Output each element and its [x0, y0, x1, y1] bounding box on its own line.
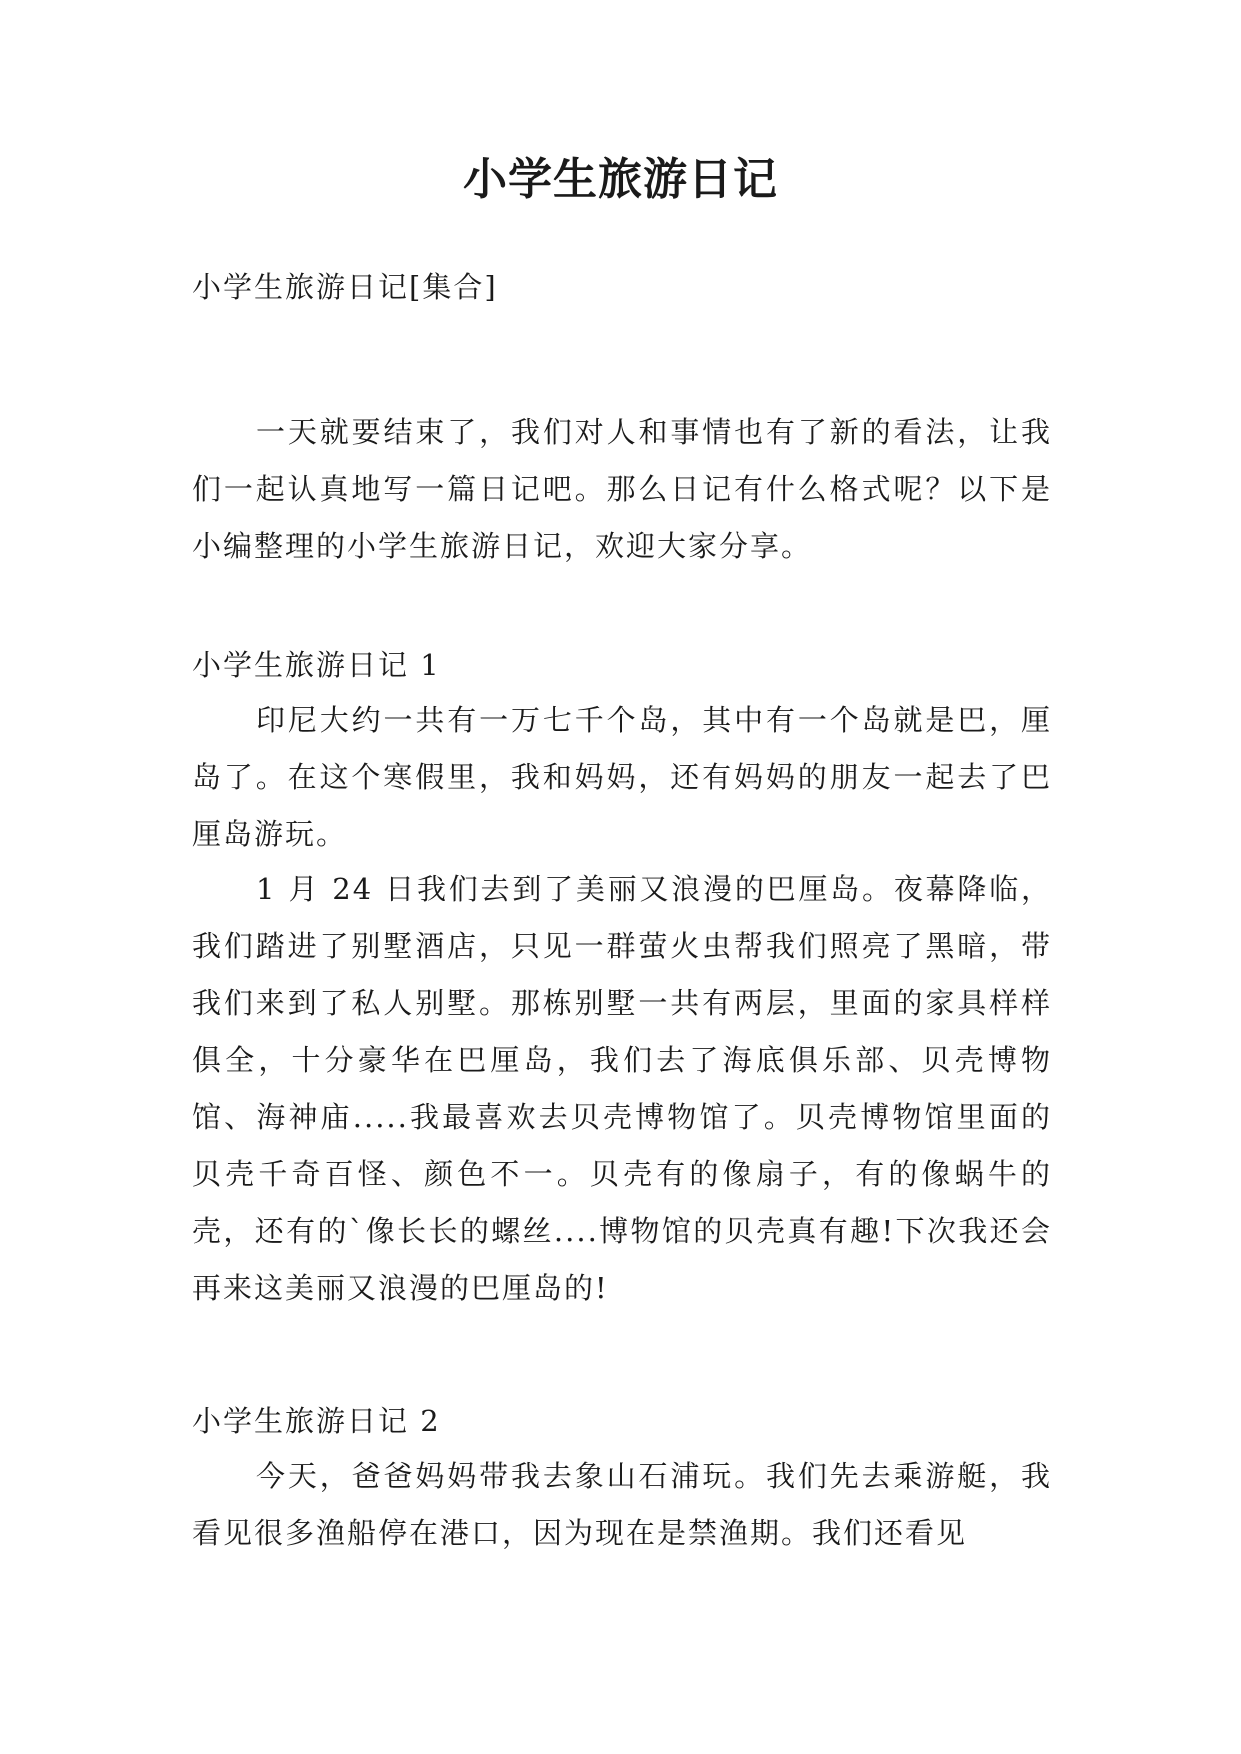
section-heading-2: 小学生旅游日记 2 — [192, 1404, 441, 1438]
section-1-paragraph-2: 1 月 24 日我们去到了美丽又浪漫的巴厘岛。夜幕降临，我们踏进了别墅酒店，只见一群萤火虫帮我们照亮了黑暗，带我们来到了私人别墅。那栋别墅一共有两层，里面的家具样样俱全，十分豪华在巴厘岛，我们去了海底俱乐部、贝壳博物馆、海神庙.....我最喜欢去贝壳博物馆了。贝壳博物馆里面的贝壳千奇百怪、颜色不一。贝壳有的像扇子，有的像蜗牛的壳，还有的`像长长的螺丝....博物馆的贝壳真有趣!下次我还会再来这美丽又浪漫的巴厘岛的! — [192, 872, 1052, 1305]
intro-paragraph: 一天就要结束了，我们对人和事情也有了新的看法，让我们一起认真地写一篇日记吧。那么日记有什么格式呢？以下是小编整理的小学生旅游日记，欢迎大家分享。 — [192, 415, 1052, 563]
document-subtitle: 小学生旅游日记[集合] — [192, 270, 498, 304]
section-1-paragraph-1: 印尼大约一共有一万七千个岛，其中有一个岛就是巴，厘岛了。在这个寒假里，我和妈妈，还有妈妈的朋友一起去了巴厘岛游玩。 — [192, 703, 1052, 851]
section-heading-1: 小学生旅游日记 1 — [192, 648, 441, 682]
section-2-paragraph-1: 今天，爸爸妈妈带我去象山石浦玩。我们先去乘游艇，我看见很多渔船停在港口，因为现在是禁渔期。我们还看见 — [192, 1459, 1052, 1550]
document-title: 小学生旅游日记 — [463, 154, 778, 205]
